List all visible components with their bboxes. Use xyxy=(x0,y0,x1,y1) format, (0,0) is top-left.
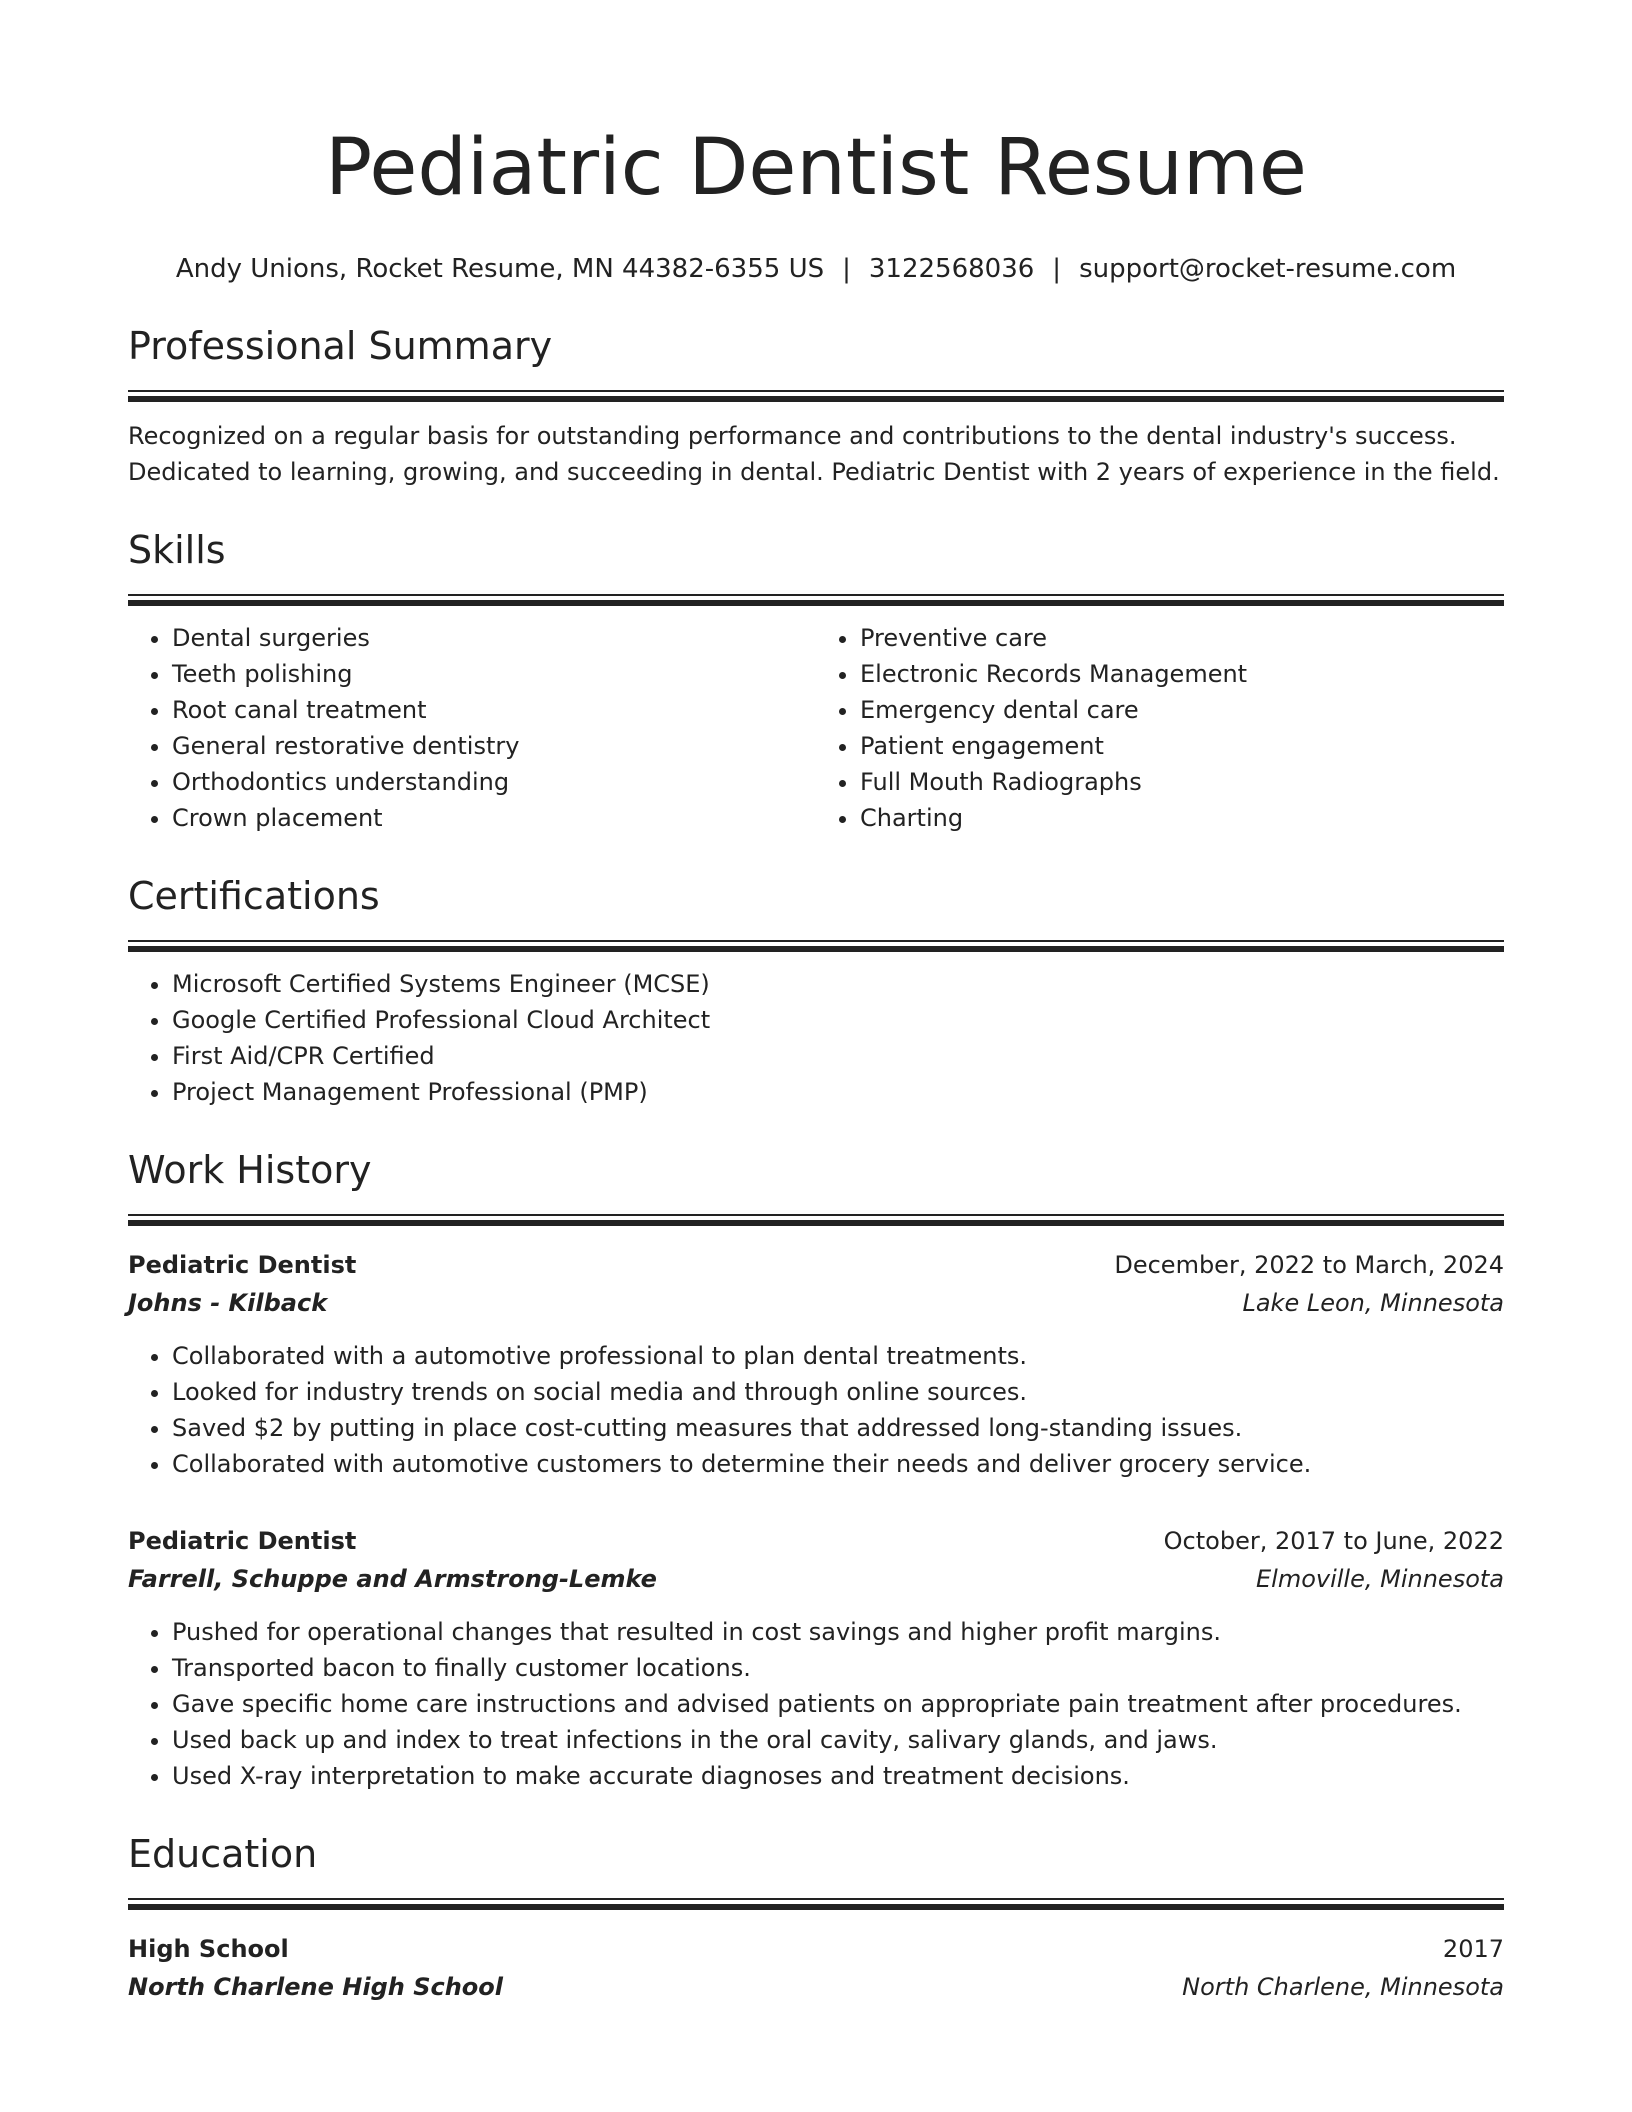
education-year: 2017 xyxy=(1442,1935,1504,1963)
skills-list-right xyxy=(816,620,1504,836)
education-location: North Charlene, Minnesota xyxy=(1182,1973,1504,2001)
education-school: North Charlene High School xyxy=(128,1973,504,2001)
skill-item: • Charting xyxy=(860,800,1504,836)
job-header-row xyxy=(128,1246,1504,1284)
certifications-list xyxy=(128,966,1504,1110)
skill-item: • Electronic Records Management xyxy=(860,656,1504,692)
education-section xyxy=(128,1830,1504,2006)
job-title: Pediatric Dentist xyxy=(128,1251,357,1279)
job-duty-item: • Looked for industry trends on social media and through online sources. xyxy=(172,1374,1504,1410)
job-duty-item: • Transported bacon to finally customer locations. xyxy=(172,1650,1504,1686)
certifications-section xyxy=(128,872,1504,1110)
job-entry xyxy=(128,1522,1504,1794)
job-duty-item: • Collaborated with automotive customers to determine their needs and deliver grocery service. xyxy=(172,1446,1504,1482)
job-duty-item: • Gave specific home care instructions and advised patients on appropriate pain treatment after procedures. xyxy=(172,1686,1504,1722)
skill-item: • General restorative dentistry xyxy=(172,728,816,764)
skills-grid xyxy=(128,606,1504,836)
summary-heading: Professional Summary xyxy=(128,324,553,368)
job-company-row xyxy=(128,1284,1504,1322)
section-divider xyxy=(128,594,1504,606)
job-dates: October, 2017 to June, 2022 xyxy=(1163,1527,1504,1555)
contact-email: support@rocket-resume.com xyxy=(1079,254,1457,284)
skill-item: • Emergency dental care xyxy=(860,692,1504,728)
education-heading: Education xyxy=(128,1832,318,1876)
skill-item: • Dental surgeries xyxy=(172,620,816,656)
contact-phone: 3122568036 xyxy=(868,254,1035,284)
job-company-row xyxy=(128,1560,1504,1598)
skill-item: • Teeth polishing xyxy=(172,656,816,692)
job-dates: December, 2022 to March, 2024 xyxy=(1114,1251,1504,1279)
job-title: Pediatric Dentist xyxy=(128,1527,357,1555)
certification-item: • First Aid/CPR Certified xyxy=(172,1038,1504,1074)
job-location: Elmoville, Minnesota xyxy=(1256,1565,1504,1593)
section-divider xyxy=(128,1898,1504,1910)
summary-text: Recognized on a regular basis for outstanding performance and contributions to the dental industry's success. Dedicated to learning, growing, and succeeding in dental. Pediatric Dentist with 2 years of experience in the field. xyxy=(128,422,1500,486)
summary-section xyxy=(128,322,1504,490)
section-divider xyxy=(128,940,1504,952)
page-title: Pediatric Dentist Resume xyxy=(325,123,1307,213)
skill-item: • Root canal treatment xyxy=(172,692,816,728)
education-school-row xyxy=(128,1968,1504,2006)
skill-item: • Orthodontics understanding xyxy=(172,764,816,800)
education-degree: High School xyxy=(128,1935,289,1963)
contact-separator: | xyxy=(1052,254,1062,284)
skill-item: • Full Mouth Radiographs xyxy=(860,764,1504,800)
job-duty-item: • Used X-ray interpretation to make accurate diagnoses and treatment decisions. xyxy=(172,1758,1504,1794)
skill-item: • Preventive care xyxy=(860,620,1504,656)
education-header-row xyxy=(128,1930,1504,1968)
job-duty-item: • Collaborated with a automotive professional to plan dental treatments. xyxy=(172,1338,1504,1374)
job-duties-list xyxy=(128,1614,1504,1794)
skill-item: • Crown placement xyxy=(172,800,816,836)
work-history-section xyxy=(128,1146,1504,1794)
job-header-row xyxy=(128,1522,1504,1560)
certification-item: • Project Management Professional (PMP) xyxy=(172,1074,1504,1110)
skill-item: • Patient engagement xyxy=(860,728,1504,764)
contact-line xyxy=(128,252,1504,286)
job-company: Farrell, Schuppe and Armstrong-Lemke xyxy=(128,1565,657,1593)
job-location: Lake Leon, Minnesota xyxy=(1242,1289,1504,1317)
work-history-heading: Work History xyxy=(128,1148,372,1192)
contact-address: Andy Unions, Rocket Resume, MN 44382-6355 US xyxy=(175,254,825,284)
contact-separator: | xyxy=(842,254,851,284)
skills-heading: Skills xyxy=(128,528,226,572)
job-duty-item: • Used back up and index to treat infections in the oral cavity, salivary glands, and jaws. xyxy=(172,1722,1504,1758)
certification-item: • Microsoft Certified Systems Engineer (MCSE) xyxy=(172,966,1504,1002)
job-duties-list xyxy=(128,1338,1504,1482)
skills-list-left xyxy=(128,620,816,836)
job-company: Johns - Kilback xyxy=(128,1289,328,1317)
job-duty-item: • Pushed for operational changes that resulted in cost savings and higher profit margins. xyxy=(172,1614,1504,1650)
section-divider xyxy=(128,390,1504,402)
certifications-heading: Certifications xyxy=(128,874,380,918)
certification-item: • Google Certified Professional Cloud Architect xyxy=(172,1002,1504,1038)
job-entry xyxy=(128,1246,1504,1482)
education-entry xyxy=(128,1930,1504,2006)
section-divider xyxy=(128,1214,1504,1226)
job-duty-item: • Saved $2 by putting in place cost-cutting measures that addressed long-standing issues. xyxy=(172,1410,1504,1446)
skills-section xyxy=(128,526,1504,836)
